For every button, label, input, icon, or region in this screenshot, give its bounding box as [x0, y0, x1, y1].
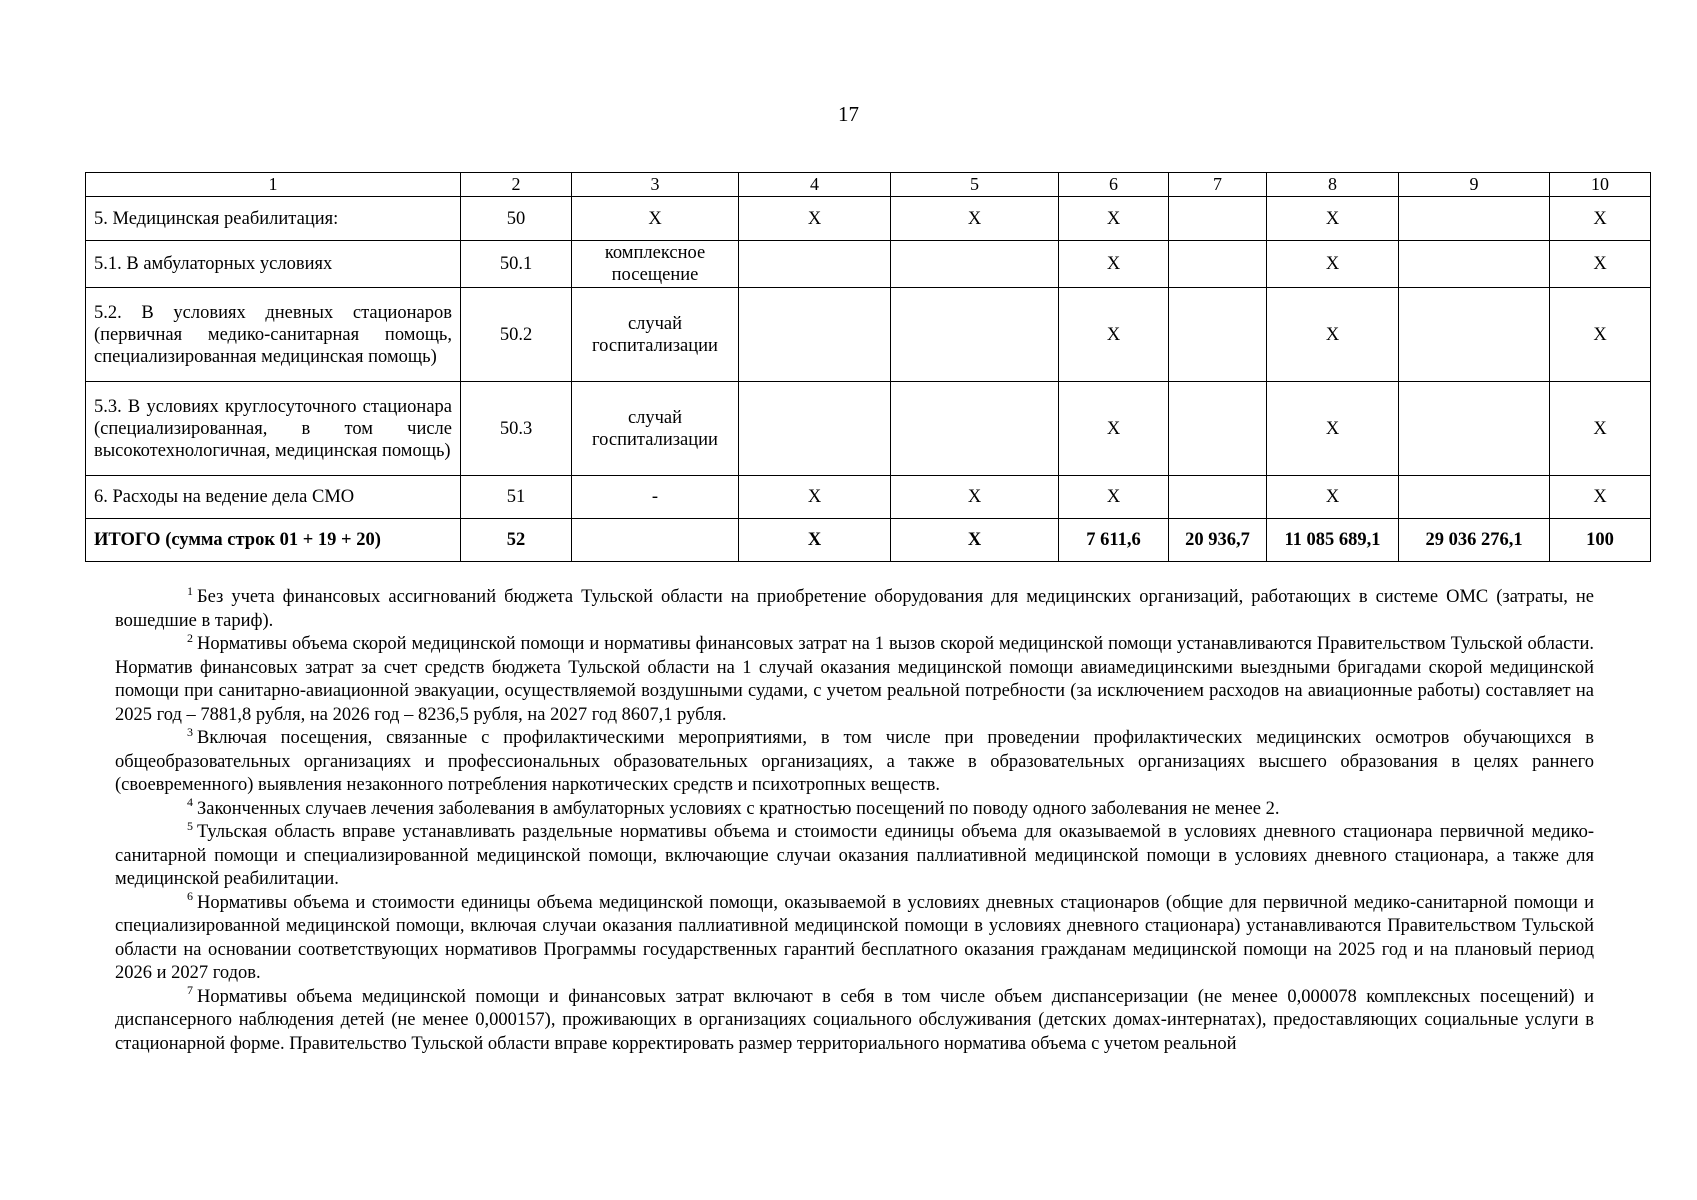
- footnote: [115, 818, 1594, 892]
- column-header: 6: [1059, 173, 1169, 197]
- row-label: 5.3. В условиях круглосуточного стационара (специализированная, в том числе высокотехнологичная, медицинская помощь): [86, 382, 461, 476]
- footnote-mark: 2: [187, 630, 193, 645]
- table-row: [86, 241, 1651, 288]
- table-cell: 29 036 276,1: [1399, 519, 1550, 562]
- table-cell: Х: [1059, 288, 1169, 382]
- table-cell: 52: [461, 519, 572, 562]
- table-header-row: [86, 173, 1651, 197]
- footnote-text: Без учета финансовых ассигнований бюджета Тульской области на приобретение оборудования для медицинских организаций, работающих в системе ОМС (затраты, не вошедшие в тариф).: [115, 587, 1594, 631]
- footnote: [115, 724, 1594, 798]
- column-header: 8: [1267, 173, 1399, 197]
- table-cell: Х: [1267, 476, 1399, 519]
- footnote: [115, 630, 1594, 727]
- table-cell: [1399, 476, 1550, 519]
- column-header: 4: [739, 173, 891, 197]
- column-header: 7: [1169, 173, 1267, 197]
- table-cell: 50.3: [461, 382, 572, 476]
- row-label: ИТОГО (сумма строк 01 + 19 + 20): [86, 519, 461, 562]
- footnote-mark: 7: [187, 983, 193, 998]
- total-row: [86, 519, 1651, 562]
- footnote-mark: 3: [187, 724, 193, 739]
- table-row: [86, 197, 1651, 241]
- table-cell: Х: [739, 197, 891, 241]
- table-cell: [1399, 288, 1550, 382]
- table-row: [86, 288, 1651, 382]
- table-cell: Х: [891, 519, 1059, 562]
- table-cell: [739, 382, 891, 476]
- norms-table: [85, 172, 1651, 562]
- table-cell: [739, 241, 891, 288]
- table-cell: [1169, 241, 1267, 288]
- column-header: 10: [1550, 173, 1651, 197]
- table-cell: Х: [1267, 241, 1399, 288]
- table-cell: [891, 382, 1059, 476]
- table-cell: Х: [891, 197, 1059, 241]
- footnote-mark: 4: [187, 795, 193, 810]
- table-cell: Х: [1059, 476, 1169, 519]
- table-cell: 11 085 689,1: [1267, 519, 1399, 562]
- row-label: 5. Медицинская реабилитация:: [86, 197, 461, 241]
- table-row: [86, 382, 1651, 476]
- footnote-text: Законченных случаев лечения заболевания в амбулаторных условиях с кратностью посещений по поводу одного заболевания не менее 2.: [197, 798, 1280, 819]
- footnote-text: Включая посещения, связанные с профилактическими мероприятиями, в том числе при проведении профилактических медицинских осмотров обучающихся в общеобразовательных организациях и профессиональных образовательных организациях, а также в образовательных организациях высшего образования в целях раннего (своевременного) выявления незаконного потребления наркотических средств и психотропных веществ.: [115, 728, 1594, 795]
- footnotes: [115, 583, 1594, 1056]
- table-cell: [1399, 197, 1550, 241]
- footnote: [115, 889, 1594, 986]
- table-row: [86, 476, 1651, 519]
- table-cell: 100: [1550, 519, 1651, 562]
- footnote-mark: 5: [187, 818, 193, 833]
- footnote-text: Тульская область вправе устанавливать раздельные нормативы объема и стоимости единицы объема для оказываемой в условиях дневного стационара первичной медико-санитарной помощи и специализированной медицинской помощи, включающие случаи оказания паллиативной медицинской помощи в условиях дневного стационара, а также для медицинской реабилитации.: [115, 822, 1594, 889]
- table-cell: Х: [1550, 476, 1651, 519]
- column-header: 9: [1399, 173, 1550, 197]
- footnote-text: Нормативы объема скорой медицинской помощи и нормативы финансовых затрат на 1 вызов скорой медицинской помощи устанавливаются Правительством Тульской области. Норматив финансовых затрат за счет средств бюджета Тульской области на 1 случай оказания медицинской помощи авиамедицинскими выездными бригадами скорой медицинской помощи при санитарно-авиационной эвакуации, осуществляемой воздушными судами, с учетом реальной потребности (за исключением расходов на авиационные работы) составляет на 2025 год – 7881,8 рубля, на 2026 год – 8236,5 рубля, на 2027 год 8607,1 рубля.: [115, 634, 1594, 725]
- table-cell: 7 611,6: [1059, 519, 1169, 562]
- table-cell: 51: [461, 476, 572, 519]
- table-cell: [1399, 382, 1550, 476]
- page-number: 17: [838, 102, 859, 126]
- footnote-mark: 6: [187, 889, 193, 904]
- footnote-text: Нормативы объема медицинской помощи и финансовых затрат включают в себя в том числе объем диспансеризации (не менее 0,000078 комплексных посещений) и диспансерного наблюдения детей (не менее 0,000157), проживающих в организациях социального обслуживания (детских домах-интернатах), предоставляющих социальные услуги в стационарной форме. Правительство Тульской области вправе корректировать размер территориального норматива объема с учетом реальной: [115, 986, 1594, 1054]
- footnote-text: Нормативы объема и стоимости единицы объема медицинской помощи, оказываемой в условиях дневных стационаров (общие для первичной медико-санитарной помощи и специализированной медицинской помощи, включая случаи оказания паллиативной медицинской помощи в условиях дневного стационара) устанавливаются Правительством Тульской области на основании соответствующих нормативов Программы государственных гарантий бесплатного оказания гражданам медицинской помощи на 2025 год и на плановый период 2026 и 2027 годов.: [115, 892, 1594, 983]
- table-cell: [891, 241, 1059, 288]
- table-cell: 50.1: [461, 241, 572, 288]
- table-cell: 50.2: [461, 288, 572, 382]
- table-cell: комплексное посещение: [572, 241, 739, 288]
- table-cell: [1399, 241, 1550, 288]
- table-cell: Х: [1059, 241, 1169, 288]
- table-cell: -: [572, 476, 739, 519]
- table-cell: Х: [1267, 288, 1399, 382]
- row-label: 6. Расходы на ведение дела СМО: [86, 476, 461, 519]
- table-cell: Х: [572, 197, 739, 241]
- table-cell: Х: [1267, 382, 1399, 476]
- table-cell: Х: [1550, 382, 1651, 476]
- table-cell: случай госпитализации: [572, 288, 739, 382]
- table-cell: [739, 288, 891, 382]
- table-cell: Х: [1550, 241, 1651, 288]
- footnote: [115, 983, 1594, 1057]
- table-cell: [1169, 382, 1267, 476]
- table-cell: Х: [1267, 197, 1399, 241]
- table-cell: случай госпитализации: [572, 382, 739, 476]
- column-header: 3: [572, 173, 739, 197]
- column-header: 2: [461, 173, 572, 197]
- table-cell: 20 936,7: [1169, 519, 1267, 562]
- footnote: [115, 795, 1594, 822]
- row-label: 5.1. В амбулаторных условиях: [86, 241, 461, 288]
- table-cell: Х: [1059, 197, 1169, 241]
- table-cell: [572, 519, 739, 562]
- column-header: 1: [86, 173, 461, 197]
- footnote-mark: 1: [187, 583, 193, 598]
- table-cell: 50: [461, 197, 572, 241]
- table-cell: [891, 288, 1059, 382]
- table-cell: Х: [1550, 197, 1651, 241]
- table-cell: Х: [739, 476, 891, 519]
- table-cell: Х: [1550, 288, 1651, 382]
- table-cell: [1169, 476, 1267, 519]
- table-cell: [1169, 288, 1267, 382]
- footnote: [115, 583, 1594, 633]
- table-cell: Х: [1059, 382, 1169, 476]
- table-cell: [1169, 197, 1267, 241]
- table-cell: Х: [891, 476, 1059, 519]
- column-header: 5: [891, 173, 1059, 197]
- row-label: 5.2. В условиях дневных стационаров (первичная медико-санитарная помощь, специализированная медицинская помощь): [86, 288, 461, 382]
- table-cell: Х: [739, 519, 891, 562]
